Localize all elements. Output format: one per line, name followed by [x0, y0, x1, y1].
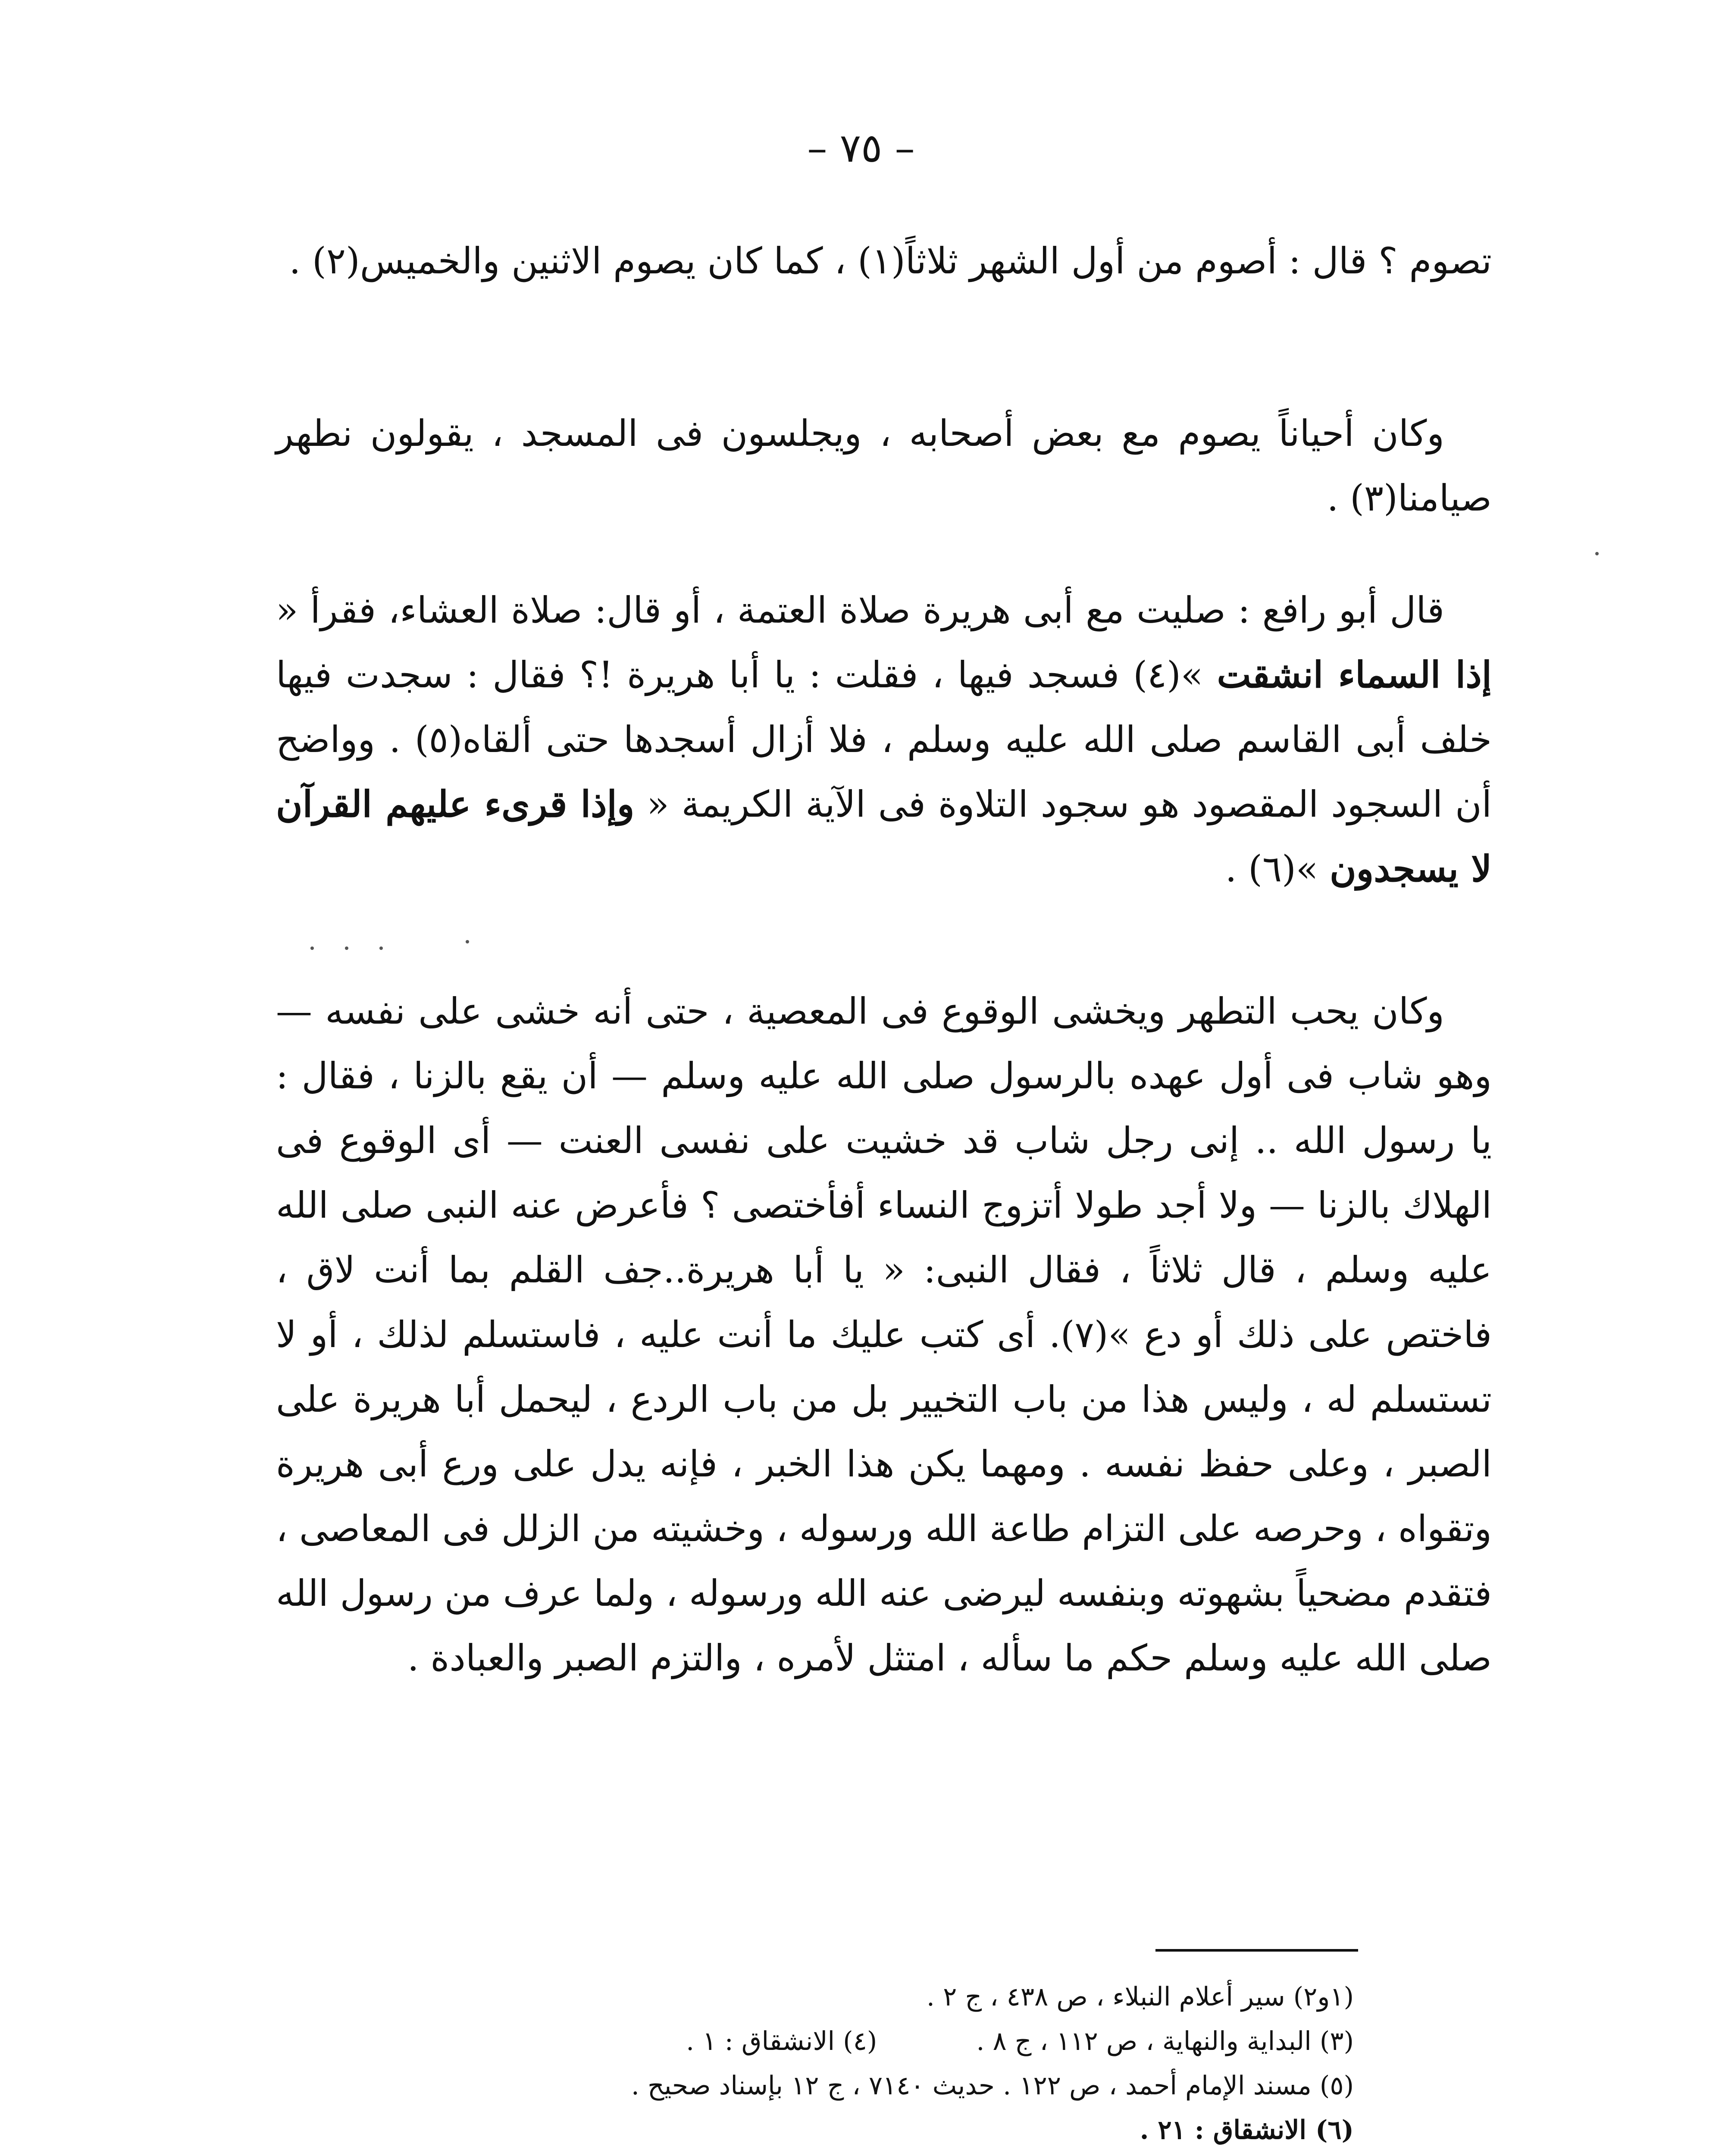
- footnote-1-2: [285, 1975, 1354, 2019]
- paragraph-3: [276, 578, 1492, 901]
- paragraph-2: [276, 401, 1492, 530]
- footnote-7: [285, 2153, 1354, 2156]
- quran-quote-1: إذا السماء انشقت: [1217, 653, 1492, 696]
- paragraph-3-text-b: »(٤) فسجد فيها ، فقلت : يا أبا هريرة !؟ فقال : سجدت فيها خلف أبى القاسم صلى الله عليه وسلم ، فلا أزال أسجدها حتى ألقاه(٥) . وواضح أن السجود المقصود هو سجود التلاوة فى الآية الكريمة «: [276, 654, 1492, 825]
- scan-speck: [310, 946, 314, 950]
- scan-speck: [379, 946, 383, 950]
- footnote-6-text: (٦) الانشقاق : ٢١ .: [1140, 2115, 1354, 2145]
- footnote-6: [285, 2108, 1354, 2153]
- paragraph-4-text: وكان يحب التطهر ويخشى الوقوع فى المعصية ، حتى أنه خشى على نفسه — وهو شاب فى أول عهده بالرسول صلى الله عليه وسلم — أن يقع بالزنا ، فقال : يا رسول الله .. إنى رجل شاب قد خشيت على نفسى العنت — أى الوقوع فى الهلاك بالزنا — ولا أجد طولا أتزوج النساء أفأختصى ؟ فأعرض عنه النبى صلى الله عليه وسلم ، قال ثلاثاً ، فقال النبى: « يا أبا هريرة..جف القلم بما أنت لاق ، فاختص على ذلك أو دع »(٧). أى كتب عليك ما أنت عليه ، فاستسلم لذلك ، أو لا تستسلم له ، وليس هذا من باب التخيير بل من باب الردع ، ليحمل أبا هريرة على الصبر ، وعلى حفظ نفسه . ومهما يكن هذا الخبر ، فإنه يدل على ورع أبى هريرة وتقواه ، وحرصه على التزام طاعة الله ورسوله ، وخشيته من الزلل فى المعاصى ، فتقدم مضحياً بشهوته وبنفسه ليرضى عنه الله ورسوله ، ولما عرف من رسول الله صلى الله عليه وسلم حكم ما سأله ، امتثل لأمره ، والتزم الصبر والعبادة .: [276, 990, 1492, 1679]
- footnote-3-text: (٣) البداية والنهاية ، ص ١١٢ ، ج ٨ .: [976, 2026, 1354, 2056]
- page-number: – ٧٥ –: [807, 125, 915, 171]
- paragraph-4: [276, 979, 1492, 1690]
- paragraph-1-text: تصوم ؟ قال : أصوم من أول الشهر ثلاثاً(١) ، كما كان يصوم الاثنين والخميس(٢) .: [289, 240, 1492, 282]
- footnote-5: [285, 2064, 1354, 2108]
- paragraph-2-text: وكان أحياناً يصوم مع بعض أصحابه ، ويجلسون فى المسجد ، يقولون نطهر صيامنا(٣) .: [276, 412, 1492, 519]
- paragraph-3-text-a: قال أبو رافع : صليت مع أبى هريرة صلاة العتمة ، أو قال: صلاة العشاء، فقرأ «: [276, 589, 1444, 631]
- footnote-4-text: (٤) الانشقاق : ١ .: [686, 2026, 877, 2056]
- quran-quote-2: وإذا قرىء عليهم القرآن لا يسجدون: [276, 783, 1492, 890]
- footnote-separator: [1155, 1949, 1358, 1952]
- scan-speck: [1595, 552, 1599, 555]
- scan-speck: [466, 940, 469, 943]
- footnote-1-2-text: (١و٢) سير أعلام النبلاء ، ص ٤٣٨ ، ج ٢ .: [926, 1982, 1354, 2012]
- footnote-5-text: (٥) مسند الإمام أحمد ، ص ١٢٢ . حديث ٧١٤٠ ، ج ١٢ بإسناد صحيح .: [631, 2071, 1354, 2101]
- paragraph-1: [276, 229, 1492, 293]
- footnotes: [285, 1975, 1354, 2156]
- paragraph-3-text-c: »(٦) .: [1225, 848, 1330, 890]
- scan-speck: [345, 946, 348, 950]
- footnote-3-4: [285, 2019, 1354, 2064]
